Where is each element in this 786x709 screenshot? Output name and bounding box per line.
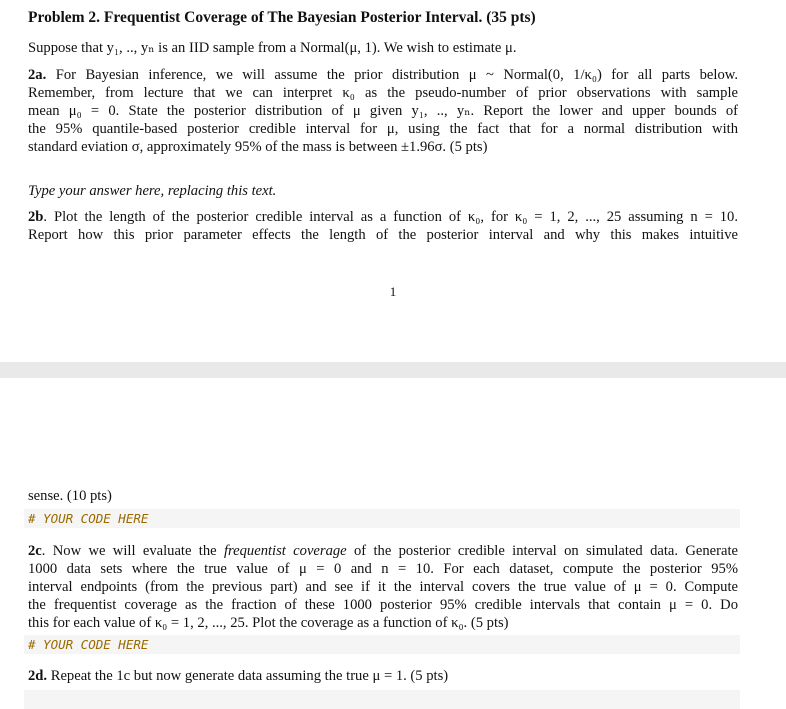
p2a-line: the 95% quantile-based posterior credible interval for μ, using the fact that for a normal distribution with xyxy=(28,121,738,137)
page-break xyxy=(0,362,786,378)
p2d-label: 2d. xyxy=(28,668,48,684)
p2b-line: Report how this prior parameter effects the length of the posterior interval and why this makes intuitive xyxy=(28,227,738,243)
p2c-line: the frequentist coverage as the fraction of these 1000 posterior 95% credible intervals that contain μ = 0. Do xyxy=(28,597,738,613)
p2a-line: standard eviation σ, approximately 95% of the mass is between ±1.96σ. (5 pts) xyxy=(28,139,488,155)
p2a-line xyxy=(28,66,738,84)
code-comment: # YOUR CODE HERE xyxy=(28,637,149,652)
p2c-line: this for each value of κ₀ = 1, 2, ..., 25. Plot the coverage as a function of κ₀. (5 pts) xyxy=(28,615,509,631)
p2a-line: Remember, from lecture that we can interpret κ₀ as the pseudo-number of prior observations with sample xyxy=(28,85,738,101)
intro-text: Suppose that y₁, .., yₙ is an IID sample from a Normal(μ, 1). We wish to estimate μ. xyxy=(28,40,517,56)
code-cell[interactable] xyxy=(24,635,740,654)
p2c-text: of the posterior credible interval on simulated data. Generate xyxy=(346,543,739,559)
code-comment: # YOUR CODE HERE xyxy=(28,511,149,526)
code-cell[interactable] xyxy=(24,690,740,709)
p2d-text: Repeat the 1c but now generate data assuming the true μ = 1. (5 pts) xyxy=(47,668,449,684)
p2a-text: For Bayesian inference, we will assume the prior distribution μ ~ Normal(0, 1/κ₀) for all parts below. xyxy=(55,67,738,83)
p2a-label: 2a. xyxy=(28,67,47,83)
p2c-label: 2c xyxy=(28,543,42,559)
p2a-line: mean μ₀ = 0. State the posterior distribution of μ given y₁, .., yₙ. Report the lower and upper bounds of xyxy=(28,103,738,119)
code-cell[interactable] xyxy=(24,509,740,528)
p2b-label: 2b xyxy=(28,209,44,225)
p2c-line xyxy=(28,542,738,560)
p2b-text: . Plot the length of the posterior credible interval as a function of κ₀, for κ₀ = 1, 2, ..., 25 assuming n = 10. xyxy=(43,209,738,225)
p2b-line xyxy=(28,208,738,226)
p2c-line: interval endpoints (from the previous part) and see if it the interval covers the true value of μ = 0. Compute xyxy=(28,579,738,595)
p2b-end: sense. (10 pts) xyxy=(28,488,112,504)
p2c-emphasis: frequentist coverage xyxy=(223,543,347,559)
page-number: 1 xyxy=(389,284,397,299)
p2c-text: . Now we will evaluate the xyxy=(41,543,224,559)
p2d-line xyxy=(28,667,738,685)
answer-placeholder[interactable]: Type your answer here, replacing this text. xyxy=(28,183,277,199)
p2c-line: 1000 data sets where the true value of μ = 0 and n = 10. For each dataset, compute the posterior 95% xyxy=(28,561,738,577)
problem-title: Problem 2. Frequentist Coverage of The Bayesian Posterior Interval. (35 pts) xyxy=(28,9,536,26)
